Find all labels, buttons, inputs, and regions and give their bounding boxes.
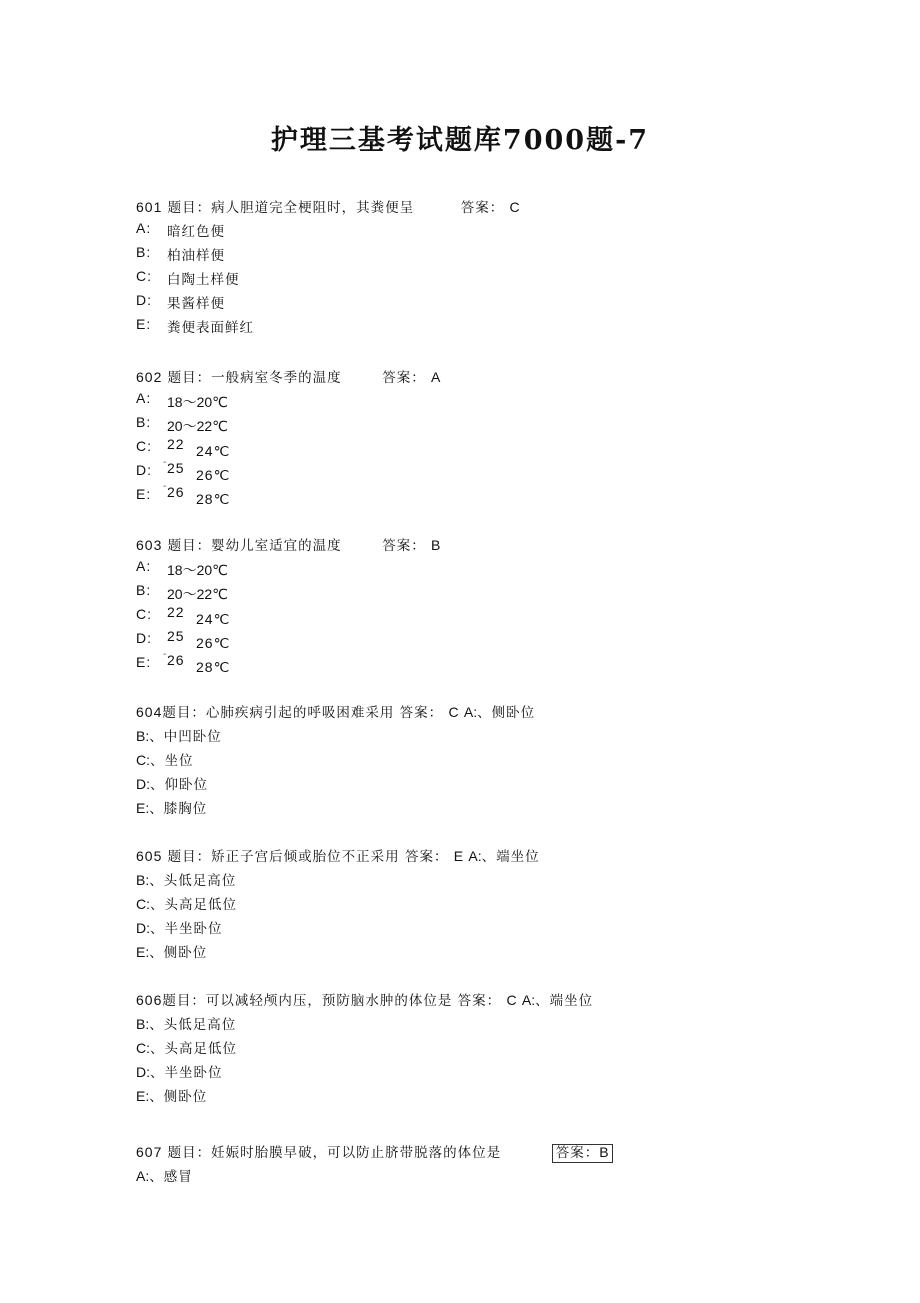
answer-label: 答案： <box>460 200 505 216</box>
option-d: D: 果酱样便 <box>136 292 225 312</box>
question-stem <box>136 989 856 1013</box>
question-604 <box>136 701 856 821</box>
option-e: E: - 26 28℃ <box>136 481 231 507</box>
question-number: 603 <box>136 537 163 553</box>
question-number: 604 <box>136 704 163 720</box>
question-label: 题目： <box>162 705 206 721</box>
option-c: C:、坐位 <box>136 752 194 769</box>
question-605 <box>136 845 856 965</box>
question-stem <box>136 534 856 558</box>
question-text: 病人胆道完全梗阻时，其粪便呈 <box>211 200 415 216</box>
option-b: B:、头低足高位 <box>136 872 237 889</box>
option-a: A: 18～20℃ <box>136 558 228 578</box>
question-text: 一般病室冬季的温度 <box>211 370 342 386</box>
question-stem <box>136 845 856 869</box>
question-stem <box>136 196 856 220</box>
question-number: 607 <box>136 1144 163 1160</box>
question-603 <box>136 534 856 678</box>
option-a: A: 18～20℃ <box>136 390 228 410</box>
answer-box <box>552 1144 613 1163</box>
option-e: E: 粪便表面鲜红 <box>136 316 254 336</box>
question-607 <box>136 1141 856 1189</box>
question-606 <box>136 989 856 1109</box>
option-b: B:、中凹卧位 <box>136 728 222 745</box>
option-a: A: 暗红色便 <box>136 220 225 240</box>
answer-value: B <box>431 537 441 553</box>
option-a-key: A: <box>468 848 482 864</box>
question-label: 题目： <box>167 849 212 865</box>
option-b: B: 柏油样便 <box>136 244 225 264</box>
answer-value: C <box>509 199 520 215</box>
question-stem <box>136 1141 856 1165</box>
question-number: 606 <box>136 992 163 1008</box>
question-number: 602 <box>136 369 163 385</box>
question-text: 妊娠时胎膜早破，可以防止脐带脱落的体位是 <box>211 1145 502 1161</box>
question-text: 可以减轻颅内压，预防脑水肿的体位是 <box>205 993 453 1009</box>
question-label: 题目： <box>167 370 212 386</box>
answer-label: 答案： <box>382 538 426 554</box>
question-label: 题目： <box>162 993 206 1009</box>
question-text: 婴幼儿室适宜的温度 <box>211 538 342 554</box>
option-d: D: 25 26℃ <box>136 628 231 651</box>
option-b: B: 20～22℃ <box>136 414 228 434</box>
option-e: E:、侧卧位 <box>136 1088 208 1105</box>
option-d: D:、半坐卧位 <box>136 920 223 937</box>
option-e: E:、膝胸位 <box>136 800 208 817</box>
answer-value: C <box>506 992 517 1008</box>
page-title: 护理三基考试题库7000题-7 <box>270 125 650 156</box>
option-b: B: 20～22℃ <box>136 582 228 602</box>
question-602 <box>136 366 856 510</box>
dash-mark: - <box>163 457 168 468</box>
answer-label: 答案： <box>404 849 449 865</box>
option-a: A:、感冒 <box>136 1168 193 1185</box>
option-c: C: 22 24℃ <box>136 436 231 459</box>
answer-label: 答案： <box>382 370 426 386</box>
question-label: 题目： <box>167 200 212 216</box>
option-a-key: A: <box>463 704 478 720</box>
option-d: D:、仰卧位 <box>136 776 208 793</box>
answer-value: E <box>453 848 464 864</box>
question-number: 601 <box>136 199 163 215</box>
option-c: C: 22 24℃ <box>136 604 231 627</box>
option-a-key: A: <box>521 992 536 1008</box>
answer-label: 答案： <box>555 1145 600 1161</box>
option-c: C: 白陶土样便 <box>136 268 240 288</box>
question-label: 题目： <box>167 538 212 554</box>
question-text: 心肺疾病引起的呼吸困难采用 <box>205 705 395 721</box>
dash-mark: - <box>163 649 168 660</box>
option-e: E: - 26 28℃ <box>136 649 231 675</box>
answer-value: A <box>431 369 441 385</box>
question-stem <box>136 701 856 725</box>
question-stem <box>136 366 856 390</box>
option-a-text: 、端坐位 <box>535 993 594 1009</box>
question-label: 题目： <box>167 1145 212 1161</box>
option-b: B:、头低足高位 <box>136 1016 237 1033</box>
option-c: C:、头高足低位 <box>136 896 237 913</box>
option-a-text: 、端坐位 <box>481 849 540 865</box>
option-e: E:、侧卧位 <box>136 944 208 961</box>
answer-value: B <box>599 1144 609 1160</box>
question-number: 605 <box>136 848 163 864</box>
dash-mark: - <box>163 481 168 492</box>
option-a-text: 、侧卧位 <box>477 705 536 721</box>
question-text: 矫正子宫后倾或胎位不正采用 <box>211 849 400 865</box>
question-601 <box>136 196 856 340</box>
option-c: C:、头高足低位 <box>136 1040 237 1057</box>
answer-label: 答案： <box>457 993 502 1009</box>
option-d: D: - 25 26℃ <box>136 457 231 483</box>
answer-label: 答案： <box>399 705 444 721</box>
option-d: D:、半坐卧位 <box>136 1064 223 1081</box>
answer-value: C <box>448 704 459 720</box>
